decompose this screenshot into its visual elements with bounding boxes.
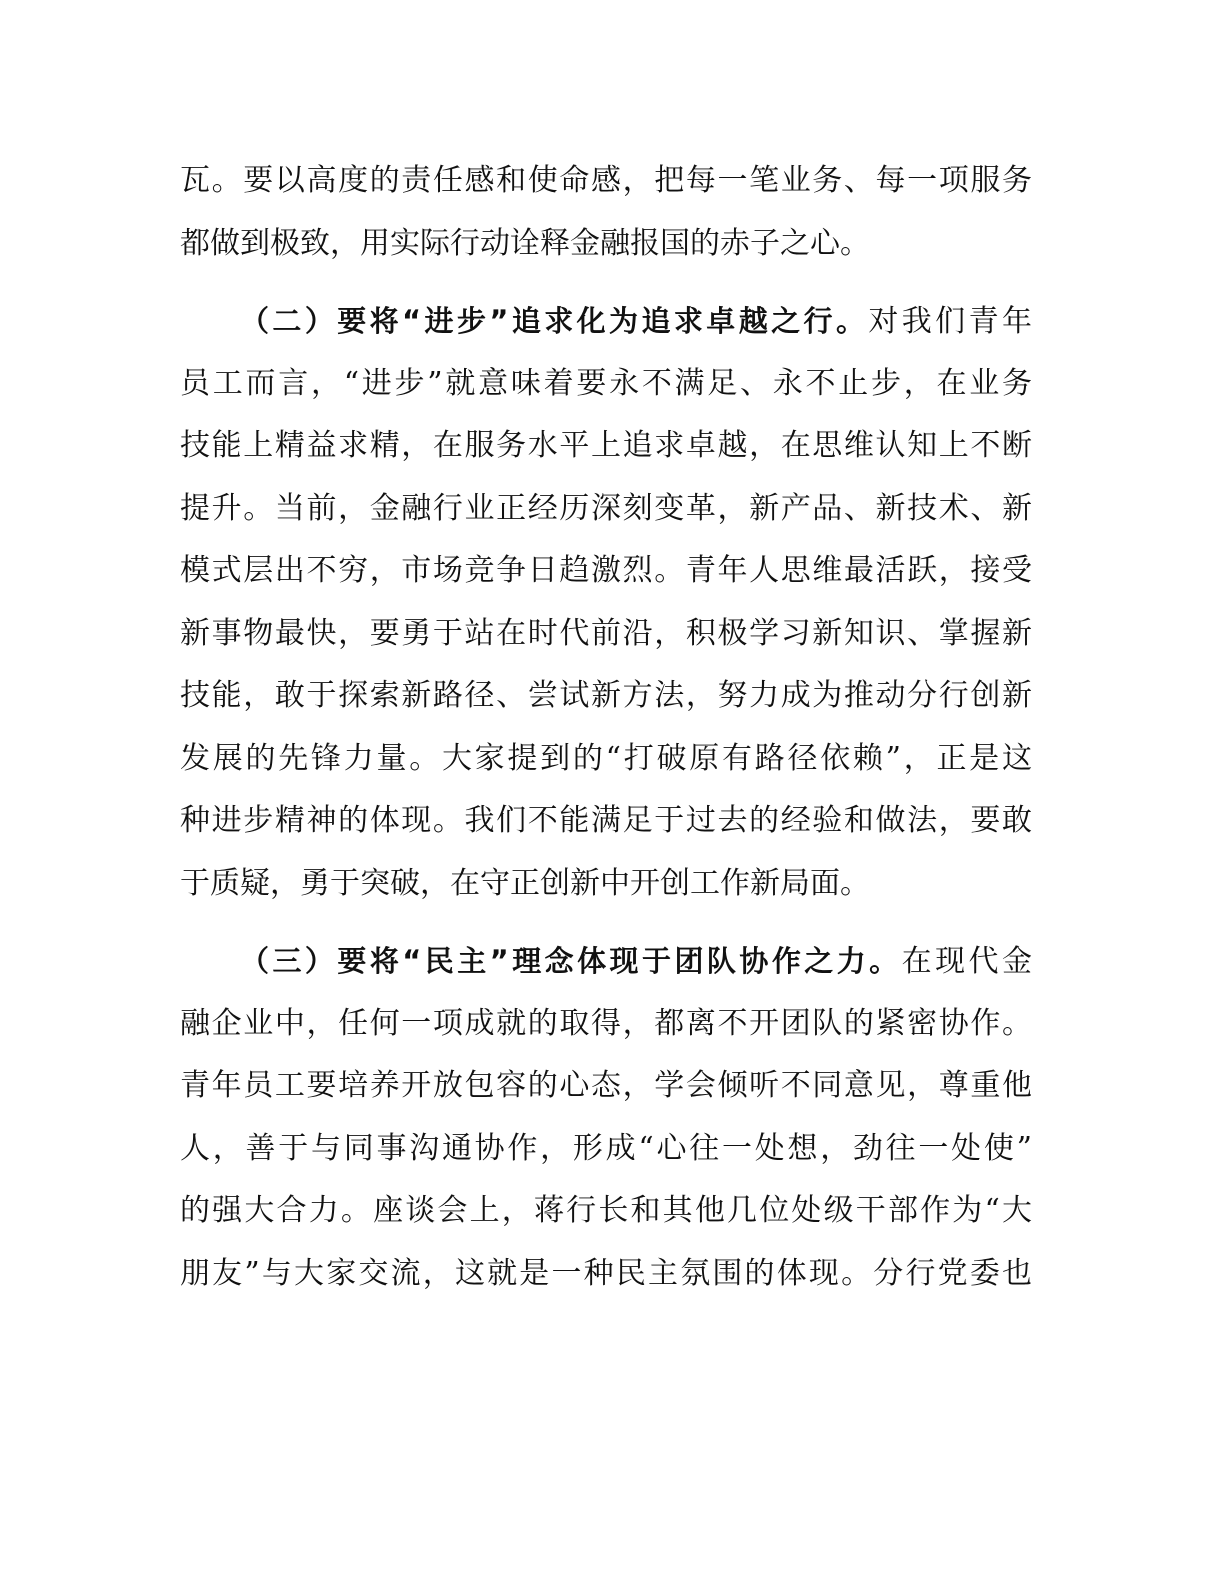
text-line: 朋友”与大家交流，这就是一种民主氛围的体现。分行党委也 bbox=[180, 1255, 1032, 1291]
text-line: 技能上精益求精，在服务水平上追求卓越，在思维认知上不断 bbox=[180, 428, 1032, 463]
text-line: 人，善于与同事沟通协作，形成“心往一处想，劲往一处使” bbox=[180, 1130, 1032, 1166]
text-line: 融企业中，任何一项成就的取得，都离不开团队的紧密协作。 bbox=[180, 1005, 1032, 1041]
text-line: 新事物最快，要勇于站在时代前沿，积极学习新知识、掌握新 bbox=[180, 615, 1032, 651]
text-line: 青年员工要培养开放包容的心态，学会倾听不同意见，尊重他 bbox=[180, 1068, 1032, 1103]
text-line: 提升。当前，金融行业正经历深刻变革，新产品、新技术、新 bbox=[180, 490, 1032, 526]
text-line: 发展的先锋力量。大家提到的“打破原有路径依赖”，正是这 bbox=[180, 740, 1032, 776]
section-three bbox=[180, 930, 1032, 1305]
text-line: 瓦。要以高度的责任感和使命感，把每一笔业务、每一项服务 bbox=[180, 163, 1032, 198]
text-line: 模式层出不穷，市场竞争日趋激烈。青年人思维最活跃，接受 bbox=[180, 553, 1032, 588]
text-line: 的强大合力。座谈会上，蒋行长和其他几位处级干部作为“大 bbox=[180, 1193, 1032, 1228]
text-line: 员工而言，“进步”就意味着要永不满足、永不止步，在业务 bbox=[180, 365, 1032, 401]
section-two bbox=[180, 290, 1032, 915]
section-three-heading: （三）要将“民主”理念体现于团队协作之力。 bbox=[240, 944, 902, 978]
text-line: 于质疑，勇于突破，在守正创新中开创工作新局面。 bbox=[180, 865, 870, 901]
section-two-first-line bbox=[180, 290, 1032, 353]
text-line: 技能，敢于探索新路径、尝试新方法，努力成为推动分行创新 bbox=[180, 678, 1032, 713]
text-line: 种进步精神的体现。我们不能满足于过去的经验和做法，要敢 bbox=[180, 803, 1032, 838]
document-page bbox=[180, 150, 1032, 1305]
paragraph-continuation bbox=[180, 150, 1032, 275]
section-three-first-line bbox=[180, 930, 1032, 993]
section-two-first-line-text: 对我们青年 bbox=[868, 304, 1033, 339]
text-line: 都做到极致，用实际行动诠释金融报国的赤子之心。 bbox=[180, 225, 870, 261]
section-two-heading: （二）要将“进步”追求化为追求卓越之行。 bbox=[240, 304, 869, 338]
section-three-first-line-text: 在现代金 bbox=[901, 944, 1032, 979]
